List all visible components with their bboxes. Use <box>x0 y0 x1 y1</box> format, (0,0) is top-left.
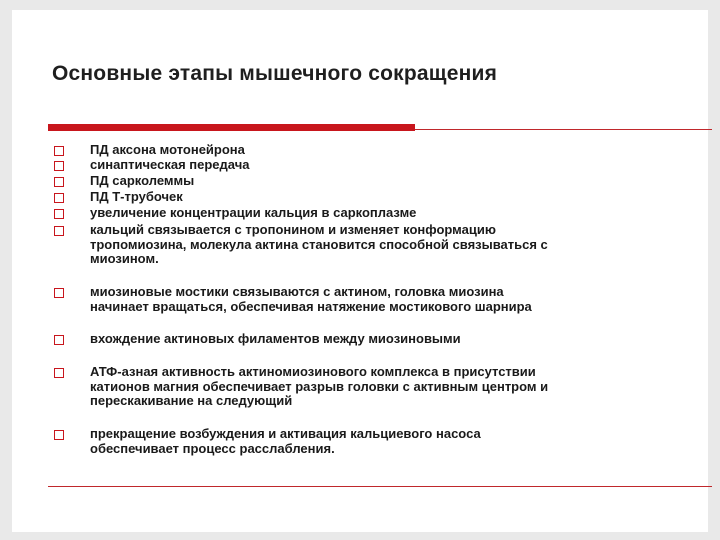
list-item-text: кальций связывается с тропонином и изменяет конформацию тропомиозина, молекула актина становится способной связываться с миозином. <box>90 222 548 266</box>
list-item-text: вхождение актиновых филаментов между миозиновыми <box>90 331 461 346</box>
square-bullet-icon <box>54 193 64 203</box>
list-item-text: миозиновые мостики связываются с актином, головка миозина начинает вращаться, обеспечивая натяжение мостикового шарнира <box>90 284 532 314</box>
square-bullet-icon <box>54 368 64 378</box>
square-bullet-icon <box>54 430 64 440</box>
list-item-text: АТФ-азная активность актиномиозинового комплекса в присутствии катионов магния обеспечивает разрыв головки с активным центром и перескакивание на следующий <box>90 364 549 408</box>
square-bullet-icon <box>54 335 64 345</box>
list-item-text: синаптическая передача <box>90 157 250 172</box>
list-item-text: увеличение концентрации кальция в саркоплазме <box>90 205 417 220</box>
list-item <box>54 206 684 221</box>
list-item-text: ПД сарколеммы <box>90 173 195 188</box>
list-item <box>54 332 684 347</box>
list-item-text: ПД Т-трубочек <box>90 189 183 204</box>
title-accent-bar <box>48 124 415 131</box>
list-item-text: прекращение возбуждения и активация кальциевого насоса обеспечивает процесс расслабления. <box>90 426 481 456</box>
slide <box>12 10 708 532</box>
slide-title: Основные этапы мышечного сокращения <box>52 62 498 85</box>
list-item <box>54 365 684 409</box>
footer-divider-line <box>48 486 712 487</box>
square-bullet-icon <box>54 288 64 298</box>
square-bullet-icon <box>54 146 64 156</box>
list-item <box>54 190 684 205</box>
square-bullet-icon <box>54 226 64 236</box>
list-item <box>54 174 684 189</box>
list-item <box>54 158 684 173</box>
list-item <box>54 223 684 267</box>
list-item-text: ПД аксона мотонейрона <box>90 142 245 157</box>
list-item <box>54 427 684 456</box>
square-bullet-icon <box>54 161 64 171</box>
square-bullet-icon <box>54 177 64 187</box>
square-bullet-icon <box>54 209 64 219</box>
list-item <box>54 285 684 314</box>
list-item <box>54 143 684 158</box>
